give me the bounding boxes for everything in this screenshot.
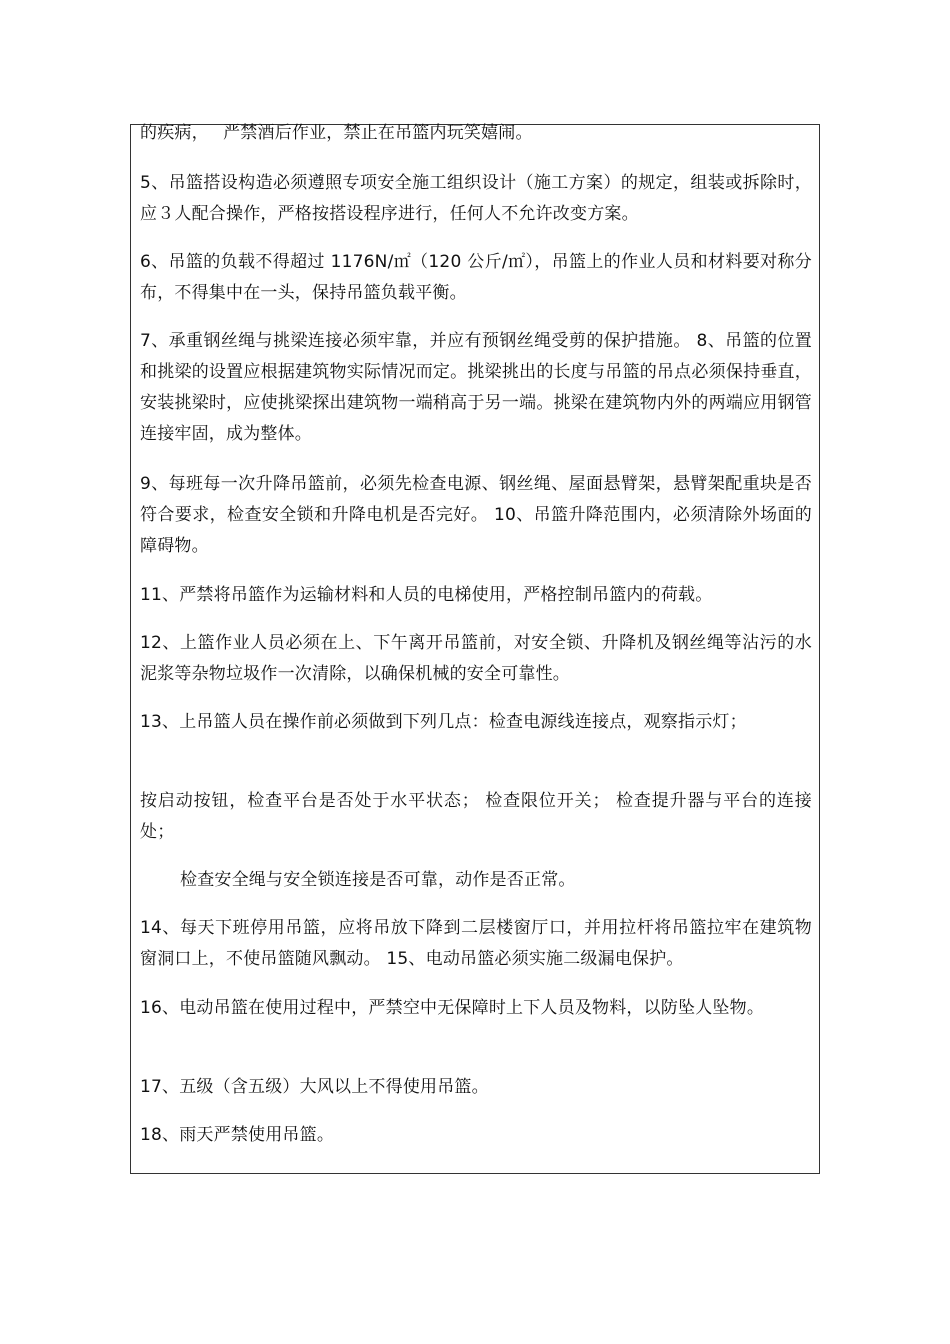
paragraph-item-5: 5、吊篮搭设构造必须遵照专项安全施工组织设计（施工方案）的规定，组装或拆除时，应３人配合操作，严格按搭设程序进行，任何人不允许改变方案。 xyxy=(140,173,812,224)
paragraph-item-14-15: 14、每天下班停用吊篮，应将吊放下降到二层楼窗厅口，并用拉杆将吊篮拉牢在建筑物窗洞口上，不使吊篮随风飘动。 15、电动吊篮必须实施二级漏电保护。 xyxy=(140,918,812,969)
paragraph-item-6: 6、吊篮的负载不得超过 1176N/㎡（120 公斤/㎡），吊篮上的作业人员和材料要对称分布，不得集中在一头，保持吊篮负载平衡。 xyxy=(140,252,812,303)
paragraph-item-13-checks: 按启动按钮，检查平台是否处于水平状态； 检查限位开关； 检查提升器与平台的连接处； xyxy=(140,791,812,842)
paragraph-item-13: 13、上吊篮人员在操作前必须做到下列几点：检查电源线连接点，观察指示灯； xyxy=(140,712,747,732)
paragraph-item-7-8: 7、承重钢丝绳与挑梁连接必须牢靠，并应有预钢丝绳受剪的保护措施。 8、吊篮的位置和挑梁的设置应根据建筑物实际情况而定。挑梁挑出的长度与吊篮的吊点必须保持垂直，安装挑梁时，应使挑梁探出建筑物一端稍高于另一端。挑梁在建筑物内外的两端应用钢管连接牢固，成为整体。 xyxy=(140,331,812,444)
paragraph-item-16: 16、电动吊篮在使用过程中，严禁空中无保障时上下人员及物料，以防坠人坠物。 xyxy=(140,998,765,1018)
paragraph-item-17: 17、五级（含五级）大风以上不得使用吊篮。 xyxy=(140,1077,489,1097)
paragraph-continuation: 的疾病， 严禁酒后作业，禁止在吊篮内玩笑嬉闹。 xyxy=(140,123,533,143)
paragraph-item-12: 12、上篮作业人员必须在上、下午离开吊篮前，对安全锁、升降机及钢丝绳等沾污的水泥浆等杂物垃圾作一次清除，以确保机械的安全可靠性。 xyxy=(140,633,812,684)
paragraph-item-13-safety: 检查安全绳与安全锁连接是否可靠，动作是否正常。 xyxy=(140,870,576,890)
paragraph-item-18: 18、雨天严禁使用吊篮。 xyxy=(140,1125,335,1145)
paragraph-item-9-10: 9、每班每一次升降吊篮前，必须先检查电源、钢丝绳、屋面悬臂架，悬臂架配重块是否符合要求，检查安全锁和升降电机是否完好。 10、吊篮升降范围内，必须清除外场面的障碍物。 xyxy=(140,474,812,556)
paragraph-item-11: 11、严禁将吊篮作为运输材料和人员的电梯使用，严格控制吊篮内的荷载。 xyxy=(140,585,713,605)
